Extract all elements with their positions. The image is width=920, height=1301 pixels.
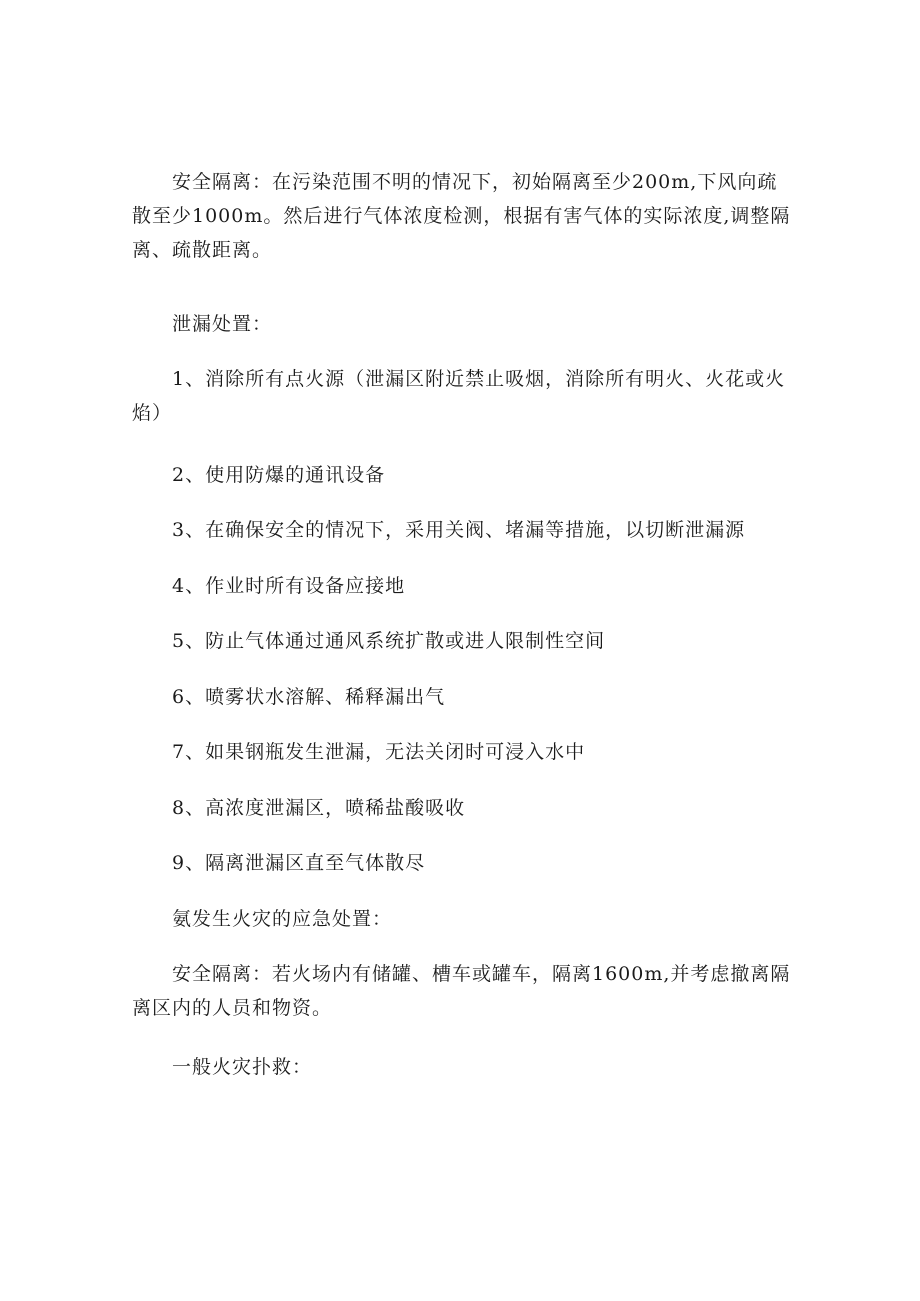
list-item-4: 4、作业时所有设备应接地 bbox=[172, 575, 406, 597]
paragraph-safety-isolation: 安全隔离：在污染范围不明的情况下，初始隔离至少200m,下风向疏散至少1000m。然后进行气体浓度检测，根据有害气体的实际浓度,调整隔离、疏散距离。 bbox=[132, 171, 791, 261]
list-item-9: 9、隔离泄漏区直至气体散尽 bbox=[172, 852, 426, 874]
list-item-2: 2、使用防爆的通讯设备 bbox=[172, 464, 386, 486]
heading-fire-emergency: 氨发生火灾的应急处置： bbox=[172, 908, 393, 930]
list-item-8: 8、高浓度泄漏区，喷稀盐酸吸收 bbox=[172, 797, 466, 819]
heading-general-firefighting: 一般火灾扑救： bbox=[172, 1056, 313, 1078]
list-item-6: 6、喷雾状水溶解、稀释漏出气 bbox=[172, 686, 446, 708]
list-item-1: 1、消除所有点火源（泄漏区附近禁止吸烟，消除所有明火、火花或火焰） bbox=[132, 368, 786, 424]
heading-leak-disposal: 泄漏处置： bbox=[172, 313, 273, 335]
list-item-3: 3、在确保安全的情况下，采用关阀、堵漏等措施，以切断泄漏源 bbox=[172, 519, 746, 541]
paragraph-fire-isolation: 安全隔离：若火场内有储罐、槽车或罐车，隔离1600m,并考虑撤离隔离区内的人员和物资。 bbox=[132, 963, 791, 1019]
list-item-7: 7、如果钢瓶发生泄漏，无法关闭时可浸入水中 bbox=[172, 741, 586, 763]
list-item-5: 5、防止气体通过通风系统扩散或进人限制性空间 bbox=[172, 630, 606, 652]
